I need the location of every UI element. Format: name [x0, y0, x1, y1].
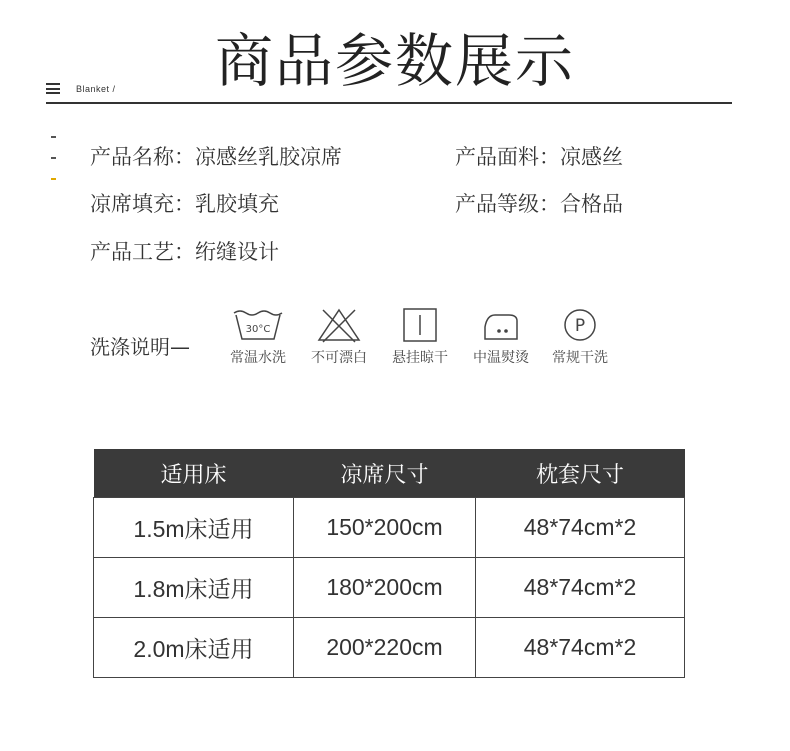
- spec-product-name: [90, 141, 342, 171]
- table-cell: 2.0m床适用: [94, 618, 294, 678]
- spec-label: 凉席填充：: [90, 192, 195, 216]
- table-cell: 48*74cm*2: [476, 498, 685, 558]
- table-header-row: [94, 449, 685, 498]
- care-hang-dry: [384, 307, 456, 367]
- spec-craft: [90, 236, 279, 266]
- spec-label: 产品工艺：: [90, 240, 195, 264]
- wash-temp: 30°C: [245, 324, 271, 335]
- spec-value: 凉感丝: [560, 145, 623, 169]
- table-cell: 1.5m床适用: [94, 498, 294, 558]
- care-text: 常温水洗: [230, 350, 286, 366]
- spec-value: 绗缝设计: [195, 240, 279, 264]
- column-header: 适用床: [94, 449, 294, 498]
- table-row: [94, 498, 685, 558]
- divider: [46, 102, 732, 104]
- care-dry-clean: [544, 307, 616, 367]
- dry-clean-letter: P: [574, 316, 586, 336]
- spec-label: 产品名称：: [90, 145, 195, 169]
- dry-clean-p-icon: [552, 307, 608, 343]
- care-text: 中温熨烫: [473, 350, 529, 366]
- care-iron: [465, 307, 537, 367]
- top-bar: [46, 83, 116, 94]
- care-text: 常规干洗: [552, 350, 608, 366]
- size-table: [93, 449, 685, 678]
- decorative-ticks: [51, 136, 56, 199]
- page-title: 商品参数展示: [214, 27, 575, 95]
- care-no-bleach: [303, 307, 375, 367]
- hang-dry-icon: [392, 307, 448, 343]
- care-text: 不可漂白: [311, 350, 367, 366]
- care-text: 悬挂晾干: [392, 350, 448, 366]
- spec-value: 乳胶填充: [195, 192, 279, 216]
- spec-label: 产品面料：: [455, 145, 560, 169]
- care-label: 洗涤说明—: [90, 335, 190, 359]
- table-cell: 1.8m床适用: [94, 558, 294, 618]
- iron-medium-icon: [473, 307, 529, 343]
- spec-fabric: [455, 141, 623, 171]
- column-header: 枕套尺寸: [476, 449, 685, 498]
- no-bleach-icon: [311, 307, 367, 343]
- table-cell: 48*74cm*2: [476, 618, 685, 678]
- table-row: [94, 558, 685, 618]
- table-row: [94, 618, 685, 678]
- care-wash: [222, 307, 294, 367]
- table-cell: 48*74cm*2: [476, 558, 685, 618]
- spec-label: 产品等级：: [455, 192, 560, 216]
- wash-30-icon: [230, 307, 286, 343]
- spec-value: 凉感丝乳胶凉席: [195, 145, 342, 169]
- table-cell: 150*200cm: [294, 498, 476, 558]
- menu-icon[interactable]: [46, 83, 60, 94]
- table-cell: 180*200cm: [294, 558, 476, 618]
- spec-grade: [455, 188, 623, 218]
- spec-filling: [90, 188, 279, 218]
- breadcrumb[interactable]: Blanket /: [76, 83, 116, 94]
- column-header: 凉席尺寸: [294, 449, 476, 498]
- spec-value: 合格品: [560, 192, 623, 216]
- table-cell: 200*220cm: [294, 618, 476, 678]
